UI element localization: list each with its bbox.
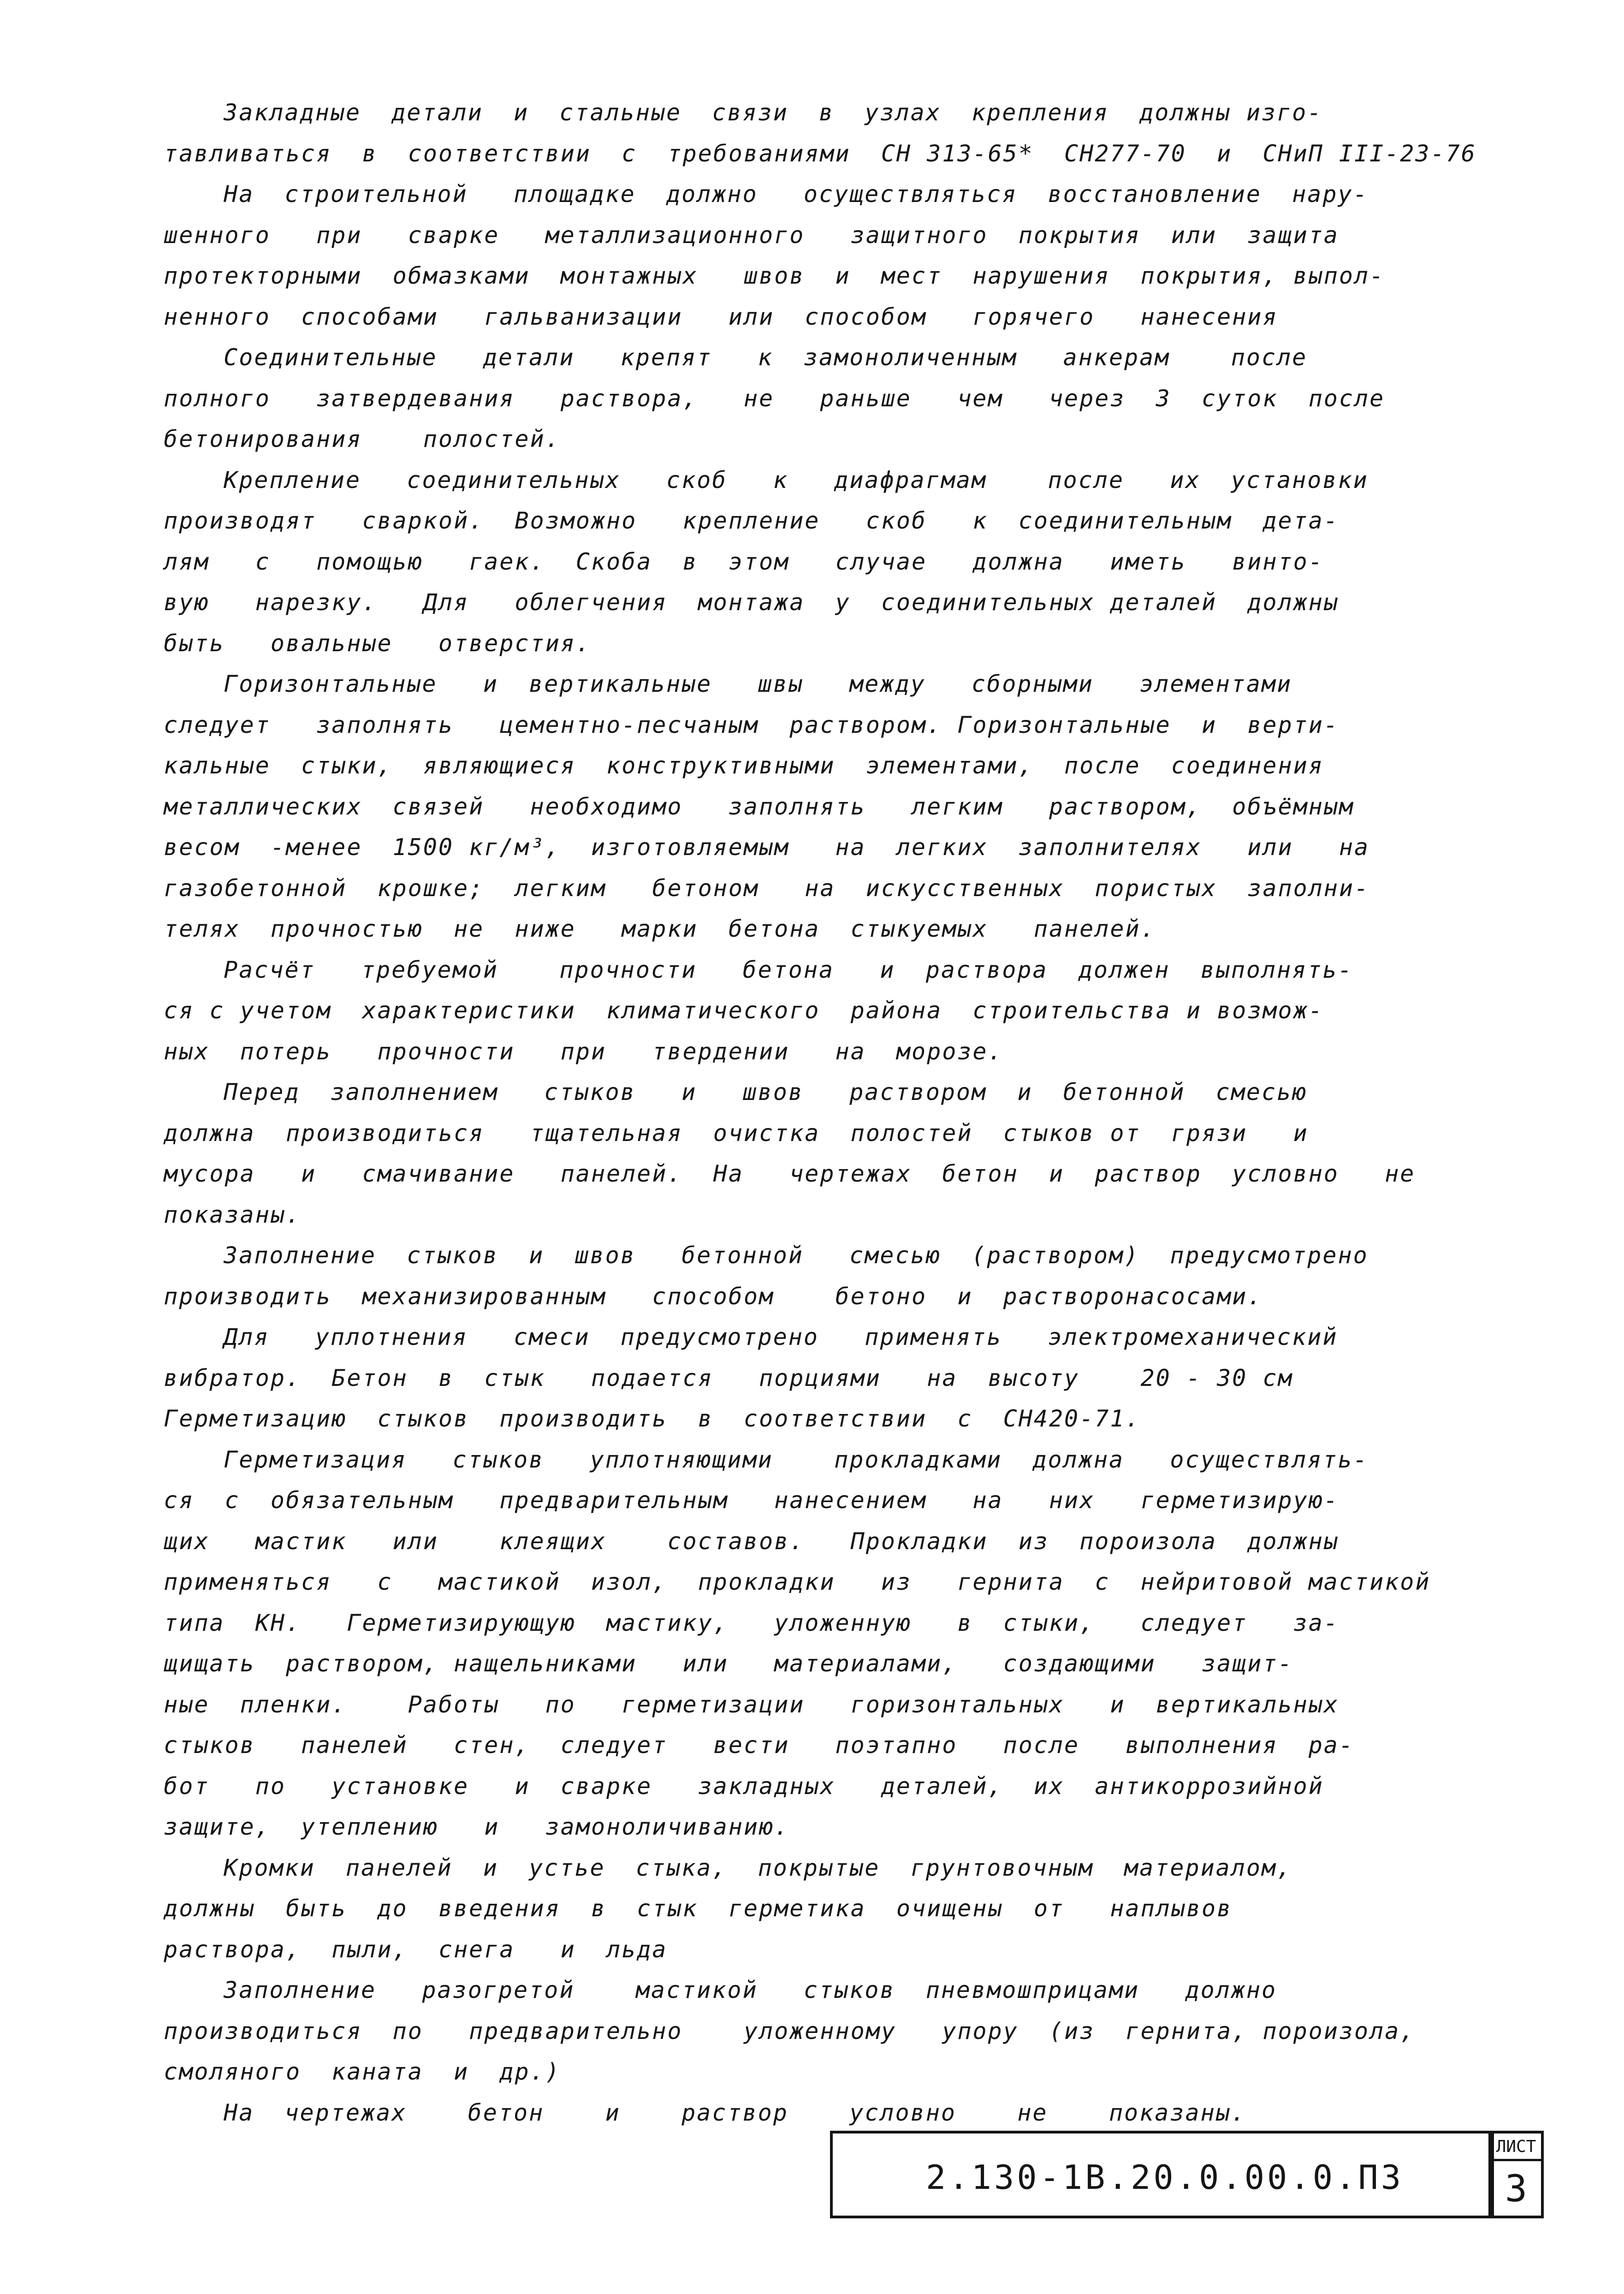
text-line: На строительной площадке должно осуществляться восстановление нару- <box>224 181 1369 208</box>
text-line: вую нарезку. Для облегчения монтажа у соединительных деталей должны <box>164 589 1339 616</box>
text-line: Соединительные детали крепят к замоноличенным анкерам после <box>224 344 1308 371</box>
text-line: ных потерь прочности при твердении на морозе. <box>164 1038 1003 1065</box>
text-line: телях прочностью не ниже марки бетона стыкуемых панелей. <box>164 915 1156 942</box>
text-line: тавливаться в соответствии с требованиями СН 313-65* СН277-70 и СНиП III-23-76 <box>164 140 1476 167</box>
text-line: лям с помощью гаек. Скоба в этом случае должна иметь винто- <box>164 548 1324 575</box>
explanatory-note-text <box>164 92 1476 2133</box>
text-line: производить механизированным способом бетоно и растворонасосами. <box>164 1283 1263 1310</box>
sheet-box <box>1488 2131 1544 2218</box>
text-line: шенного при сварке металлизационного защитного покрытия или защита <box>164 221 1339 249</box>
text-line: Перед заполнением стыков и швов раствором и бетонной смесью <box>224 1079 1308 1105</box>
title-block <box>830 2131 1494 2218</box>
text-line: Горизонтальные и вертикальные швы между сборными элементами <box>224 671 1292 697</box>
text-line: быть овальные отверстия. <box>164 630 591 657</box>
text-line: кальные стыки, являющиеся конструктивными элементами, после соединения <box>164 752 1324 779</box>
text-line: щих мастик или клеящих составов. Прокладки из пороизола должны <box>164 1527 1339 1555</box>
text-line: Расчёт требуемой прочности бетона и раствора должен выполнять- <box>224 956 1353 983</box>
text-line: щищать раствором, нащельниками или материалами, создающими защит- <box>164 1650 1293 1677</box>
text-line: ненного способами гальванизации или способом горячего нанесения <box>164 303 1278 330</box>
text-line: должны быть до введения в стык герметика очищены от наплывов <box>164 1895 1233 1922</box>
text-line: должна производиться тщательная очистка полостей стыков от грязи и <box>164 1119 1309 1147</box>
text-line: применяться с мастикой изол, прокладки из гернита с нейритовой мастикой <box>164 1569 1431 1595</box>
text-line: защите, утеплению и замоноличиванию. <box>164 1813 790 1840</box>
text-line: вибратор. Бетон в стык подается порциями на высоту 20 - 30 см <box>164 1364 1293 1391</box>
text-line: Заполнение стыков и швов бетонной смесью (раствором) предусмотрено <box>224 1242 1369 1269</box>
text-line: Для уплотнения смеси предусмотрено применять электромеханический <box>224 1324 1338 1350</box>
text-line: На чертежах бетон и раствор условно не показаны. <box>224 2099 1246 2126</box>
text-line: следует заполнять цементно-песчаным раствором. Горизонтальные и верти- <box>164 711 1339 738</box>
text-line: Герметизация стыков уплотняющими прокладками должна осуществлять- <box>224 1446 1369 1473</box>
text-line: ся с учетом характеристики климатического района строительства и возмож- <box>164 997 1324 1024</box>
text-line: смоляного каната и др.) <box>164 2058 561 2085</box>
text-line: бетонирования полостей. <box>164 426 561 452</box>
text-line: типа КН. Герметизирующую мастику, уложенную в стыки, следует за- <box>164 1609 1339 1636</box>
text-line: Герметизацию стыков производить в соответствии с СН420-71. <box>164 1405 1141 1432</box>
text-line: полного затвердевания раствора, не раньше чем через 3 суток после <box>164 385 1385 412</box>
text-line: Кромки панелей и устье стыка, покрытые грунтовочным материалом, <box>224 1854 1292 1881</box>
text-line: мусора и смачивание панелей. На чертежах бетон и раствор условно не <box>164 1160 1416 1187</box>
text-line: стыков панелей стен, следует вести поэтапно после выполнения ра- <box>164 1732 1354 1759</box>
text-line: протекторными обмазками монтажных швов и мест нарушения покрытия, выпол- <box>164 262 1385 289</box>
text-line: бот по установке и сварке закладных деталей, их антикоррозийной <box>164 1772 1324 1800</box>
text-line: ся с обязательным предварительным нанесением на них герметизирую- <box>164 1487 1339 1514</box>
text-line: металлических связей необходимо заполнять легким раствором, объёмным <box>164 793 1354 820</box>
sheet-label: ЛИСТ <box>1491 2134 1541 2161</box>
text-line: ные пленки. Работы по герметизации горизонтальных и вертикальных <box>164 1691 1339 1718</box>
text-line: производят сваркой. Возможно крепление скоб к соединительным дета- <box>164 507 1339 534</box>
text-line: Крепление соединительных скоб к диафрагмам после их установки <box>224 466 1369 493</box>
text-line: Закладные детали и стальные связи в узлах крепления должны изго- <box>224 99 1323 126</box>
text-line: газобетонной крошке; легким бетоном на искусственных пористых заполни- <box>164 874 1370 902</box>
text-line: Заполнение разогретой мастикой стыков пневмошприцами должно <box>224 1977 1277 2003</box>
text-line: производиться по предварительно уложенному упору (из гернита, пороизола, <box>164 2017 1416 2044</box>
sheet-number: 3 <box>1505 2167 1528 2210</box>
text-line: показаны. <box>164 1201 301 1228</box>
text-line: весом -менее 1500 кг/м³, изготовляемым на легких заполнителях или на <box>164 834 1370 861</box>
text-line: раствора, пыли, снега и льда <box>164 1936 668 1963</box>
document-designation: 2.130-1В.20.0.00.0.ПЗ <box>925 2158 1404 2197</box>
